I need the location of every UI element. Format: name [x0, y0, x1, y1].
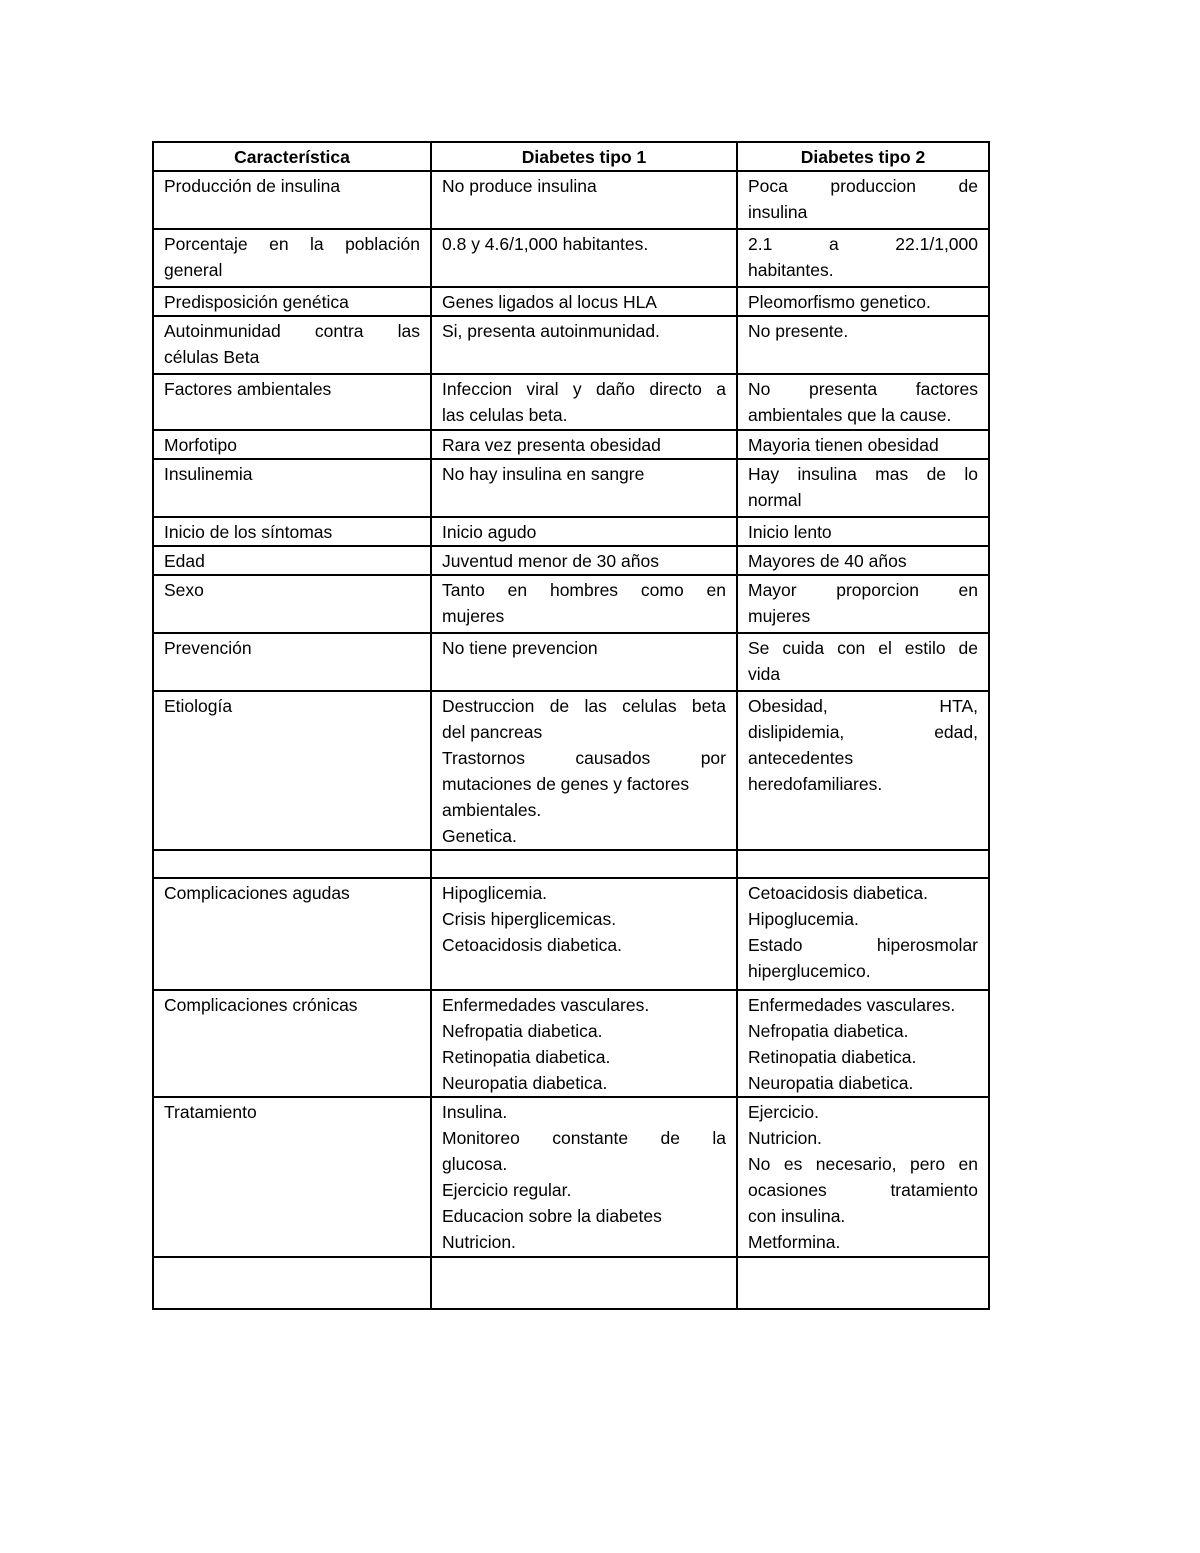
- cell-line: vida: [748, 664, 781, 684]
- cell-line: Hipoglicemia.: [442, 883, 548, 903]
- type2-cell: [737, 546, 989, 575]
- type1-cell: [431, 229, 737, 287]
- feature-cell: Factores ambientales: [153, 374, 431, 430]
- cell-line: Inicio lento: [748, 522, 832, 542]
- cell-line: Si, presenta autoinmunidad.: [442, 321, 660, 341]
- type1-cell: [431, 633, 737, 691]
- table-row: [153, 633, 989, 691]
- cell-line: las celulas beta.: [442, 405, 568, 425]
- type1-cell: [431, 691, 737, 850]
- cell-line: Genetica.: [442, 826, 517, 846]
- feature-cell: Morfotipo: [153, 430, 431, 459]
- cell-line: Enfermedades vasculares.: [748, 995, 956, 1015]
- cell-line: mujeres: [442, 606, 505, 626]
- cell-line: Monitoreo constante de la: [442, 1128, 726, 1148]
- cell-line: Retinopatia diabetica.: [748, 1047, 917, 1067]
- cell-line: Mayores de 40 años: [748, 551, 907, 571]
- table-row: [153, 691, 989, 850]
- type2-cell: [737, 1257, 989, 1309]
- cell-line: Infeccion viral y daño directo a: [442, 379, 726, 399]
- type2-cell: [737, 691, 989, 850]
- cell-line: Se cuida con el estilo de: [748, 638, 978, 658]
- feature-cell: Predisposición genética: [153, 287, 431, 316]
- type2-cell: [737, 430, 989, 459]
- type2-cell: [737, 633, 989, 691]
- type1-cell: [431, 1257, 737, 1309]
- type2-cell: [737, 517, 989, 546]
- header-type2: Diabetes tipo 2: [737, 142, 989, 171]
- cell-line: Crisis hiperglicemicas.: [442, 909, 617, 929]
- cell-line: dislipidemia, edad,: [748, 722, 978, 742]
- type1-cell: [431, 517, 737, 546]
- feature-cell: [153, 316, 431, 374]
- table-row: [153, 1097, 989, 1257]
- cell-line: No presenta factores: [748, 379, 978, 399]
- cell-line: No produce insulina: [442, 176, 597, 196]
- cell-line: Metformina.: [748, 1232, 841, 1252]
- cell-line: No presente.: [748, 321, 849, 341]
- cell-line: 2.1 a 22.1/1,000: [748, 234, 978, 254]
- feature-cell: Inicio de los síntomas: [153, 517, 431, 546]
- type2-cell: [737, 850, 989, 878]
- cell-line: Ejercicio regular.: [442, 1180, 572, 1200]
- table-row: [153, 229, 989, 287]
- cell-line: Poca produccion de: [748, 176, 978, 196]
- cell-line: ambientales que la cause.: [748, 405, 952, 425]
- cell-line: Tanto en hombres como en: [442, 580, 726, 600]
- cell-line: Educacion sobre la diabetes: [442, 1206, 662, 1226]
- table-row: [153, 374, 989, 430]
- cell-line: Hipoglucemia.: [748, 909, 859, 929]
- type1-cell: [431, 1097, 737, 1257]
- cell-line: Estado hiperosmolar: [748, 935, 978, 955]
- type2-cell: [737, 459, 989, 517]
- table-row: [153, 850, 989, 878]
- type2-cell: [737, 374, 989, 430]
- cell-line: insulina: [748, 202, 808, 222]
- type1-cell: [431, 171, 737, 229]
- type2-cell: [737, 575, 989, 633]
- cell-line: con insulina.: [748, 1206, 846, 1226]
- header-row: [153, 142, 989, 171]
- cell-line: Trastornos causados por: [442, 748, 726, 768]
- type1-cell: [431, 287, 737, 316]
- cell-line: Destruccion de las celulas beta: [442, 696, 726, 716]
- type1-cell: [431, 316, 737, 374]
- cell-line: Nefropatia diabetica.: [748, 1021, 909, 1041]
- type1-cell: [431, 430, 737, 459]
- cell-line: mutaciones de genes y factores: [442, 774, 690, 794]
- feature-cell: [153, 1257, 431, 1309]
- table-row: [153, 546, 989, 575]
- cell-line: normal: [748, 490, 802, 510]
- cell-line: Juventud menor de 30 años: [442, 551, 659, 571]
- type1-cell: [431, 546, 737, 575]
- feature-cell: [153, 850, 431, 878]
- cell-line: Nutricion.: [748, 1128, 822, 1148]
- feature-cell: Tratamiento: [153, 1097, 431, 1257]
- header-feature: Característica: [153, 142, 431, 171]
- cell-line: Neuropatia diabetica.: [748, 1073, 914, 1093]
- feature-line: Porcentaje en la población: [164, 234, 420, 254]
- cell-line: mujeres: [748, 606, 811, 626]
- cell-line: Genes ligados al locus HLA: [442, 292, 657, 312]
- type1-cell: [431, 575, 737, 633]
- table-row: [153, 990, 989, 1097]
- comparison-table: [152, 141, 990, 1310]
- cell-line: Nefropatia diabetica.: [442, 1021, 603, 1041]
- feature-cell: Sexo: [153, 575, 431, 633]
- cell-line: Cetoacidosis diabetica.: [442, 935, 622, 955]
- type2-cell: [737, 990, 989, 1097]
- table-row: [153, 287, 989, 316]
- table-row: [153, 430, 989, 459]
- cell-line: Hay insulina mas de lo: [748, 464, 978, 484]
- type1-cell: [431, 990, 737, 1097]
- cell-line: antecedentes: [748, 748, 854, 768]
- cell-line: Enfermedades vasculares.: [442, 995, 650, 1015]
- feature-line: Autoinmunidad contra las: [164, 321, 420, 341]
- type1-cell: [431, 878, 737, 990]
- type1-cell: [431, 374, 737, 430]
- type1-cell: [431, 850, 737, 878]
- header-type1: Diabetes tipo 1: [431, 142, 737, 171]
- type2-cell: [737, 1097, 989, 1257]
- cell-line: Pleomorfismo genetico.: [748, 292, 931, 312]
- cell-line: No tiene prevencion: [442, 638, 598, 658]
- type2-cell: [737, 171, 989, 229]
- feature-cell: Complicaciones crónicas: [153, 990, 431, 1097]
- cell-line: hiperglucemico.: [748, 961, 871, 981]
- feature-line: células Beta: [164, 347, 260, 367]
- table-row: [153, 575, 989, 633]
- cell-line: Neuropatia diabetica.: [442, 1073, 608, 1093]
- table-row: [153, 171, 989, 229]
- feature-cell: Producción de insulina: [153, 171, 431, 229]
- type2-cell: [737, 229, 989, 287]
- table-row: [153, 1257, 989, 1309]
- type2-cell: [737, 316, 989, 374]
- table-row: [153, 878, 989, 990]
- cell-line: Ejercicio.: [748, 1102, 819, 1122]
- feature-cell: [153, 229, 431, 287]
- cell-line: Obesidad, HTA,: [748, 696, 978, 716]
- cell-line: Mayor proporcion en: [748, 580, 978, 600]
- table-row: [153, 316, 989, 374]
- cell-line: Retinopatia diabetica.: [442, 1047, 611, 1067]
- cell-line: glucosa.: [442, 1154, 508, 1174]
- cell-line: No hay insulina en sangre: [442, 464, 645, 484]
- cell-line: ambientales.: [442, 800, 542, 820]
- feature-cell: Etiología: [153, 691, 431, 850]
- cell-line: ocasiones tratamiento: [748, 1180, 978, 1200]
- cell-line: Rara vez presenta obesidad: [442, 435, 661, 455]
- cell-line: Inicio agudo: [442, 522, 537, 542]
- cell-line: 0.8 y 4.6/1,000 habitantes.: [442, 234, 649, 254]
- cell-line: habitantes.: [748, 260, 834, 280]
- cell-line: No es necesario, pero en: [748, 1154, 978, 1174]
- cell-line: heredofamiliares.: [748, 774, 883, 794]
- type2-cell: [737, 878, 989, 990]
- table-row: [153, 517, 989, 546]
- cell-line: Cetoacidosis diabetica.: [748, 883, 928, 903]
- type2-cell: [737, 287, 989, 316]
- cell-line: Mayoria tienen obesidad: [748, 435, 939, 455]
- cell-line: Nutricion.: [442, 1232, 516, 1252]
- feature-cell: Prevención: [153, 633, 431, 691]
- cell-line: Insulina.: [442, 1102, 508, 1122]
- cell-line: del pancreas: [442, 722, 543, 742]
- type1-cell: [431, 459, 737, 517]
- feature-line: general: [164, 260, 223, 280]
- feature-cell: Insulinemia: [153, 459, 431, 517]
- table-row: [153, 459, 989, 517]
- feature-cell: Edad: [153, 546, 431, 575]
- feature-cell: Complicaciones agudas: [153, 878, 431, 990]
